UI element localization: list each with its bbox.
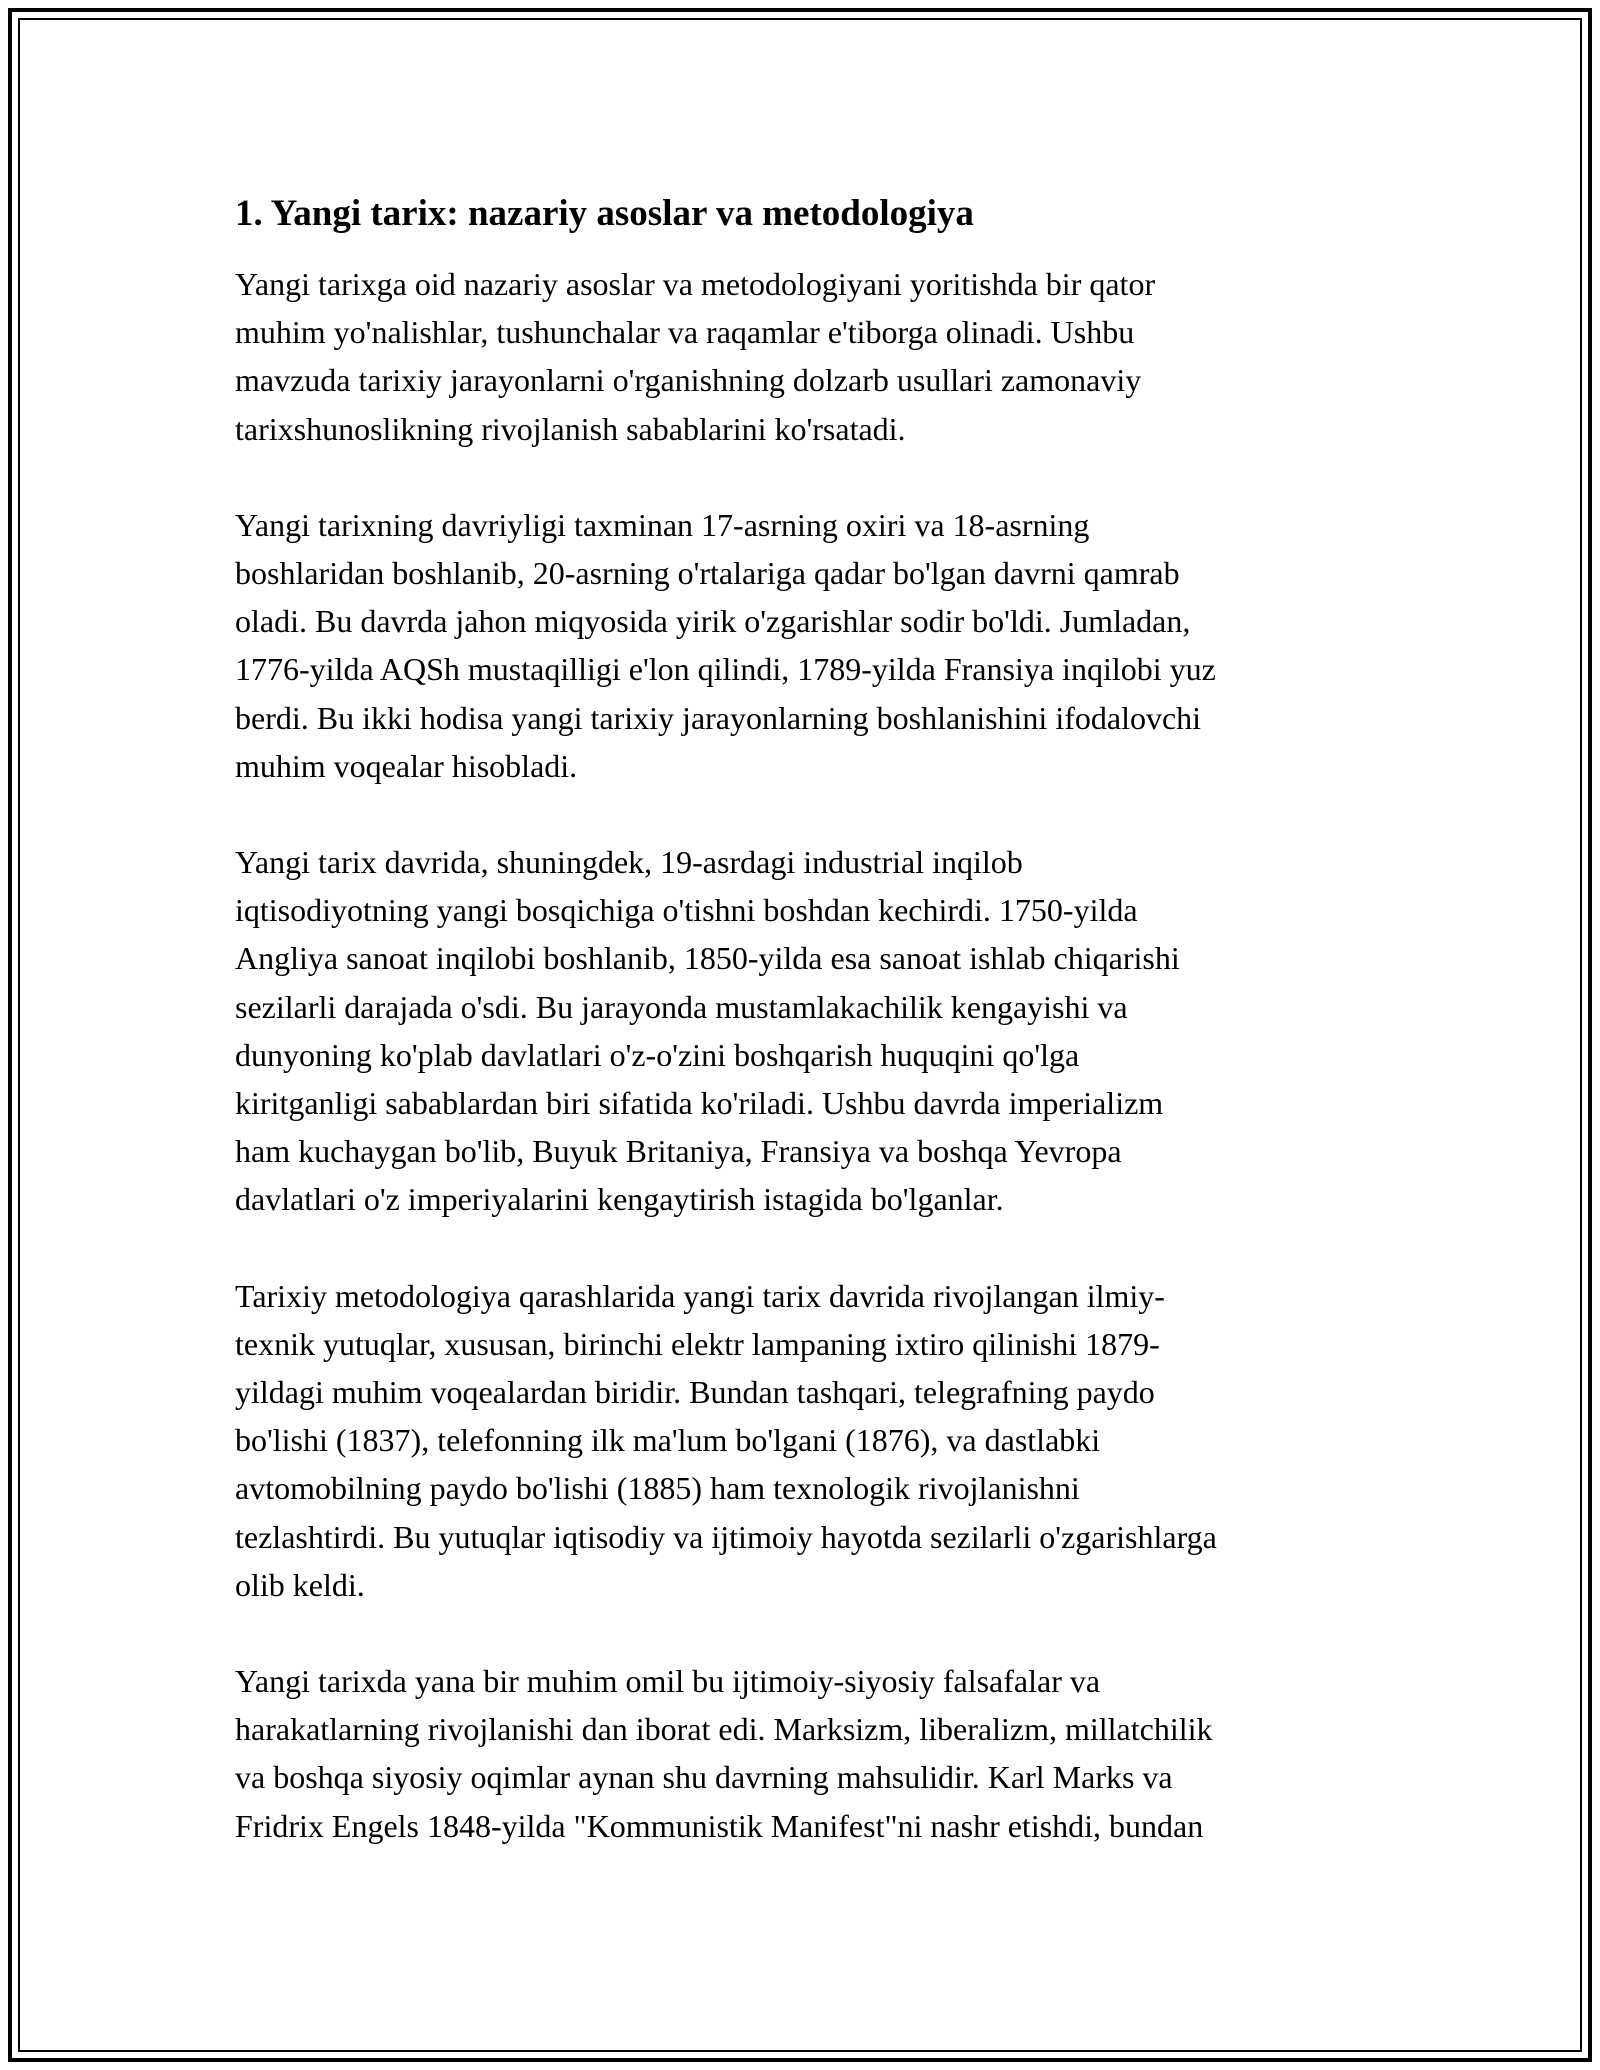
text-line: dunyoning ko'plab davlatlari o'z-o'zini boshqarish huquqini qo'lga <box>235 1036 1080 1073</box>
text-line: Angliya sanoat inqilobi boshlanib, 1850-yilda esa sanoat ishlab chiqarishi <box>235 940 1180 977</box>
text-line: iqtisodiyotning yangi bosqichiga o'tishni boshdan kechirdi. 1750-yilda <box>235 892 1138 929</box>
text-line: boshlaridan boshlanib, 20-asrning o'rtalariga qadar bo'lgan davrni qamrab <box>235 555 1180 592</box>
text-line: va boshqa siyosiy oqimlar aynan shu davrning mahsulidir. Karl Marks va <box>235 1759 1173 1796</box>
text-line: oladi. Bu davrda jahon miqyosida yirik o'zgarishlar sodir bo'ldi. Jumladan, <box>235 603 1191 640</box>
text-line: Yangi tarixda yana bir muhim omil bu ijtimoiy-siyosiy falsafalar va <box>235 1663 1101 1700</box>
paragraph-intro <box>235 260 1365 453</box>
text-line: olib keldi. <box>235 1566 365 1603</box>
text-line: Tarixiy metodologiya qarashlarida yangi tarix davrida rivojlangan ilmiy- <box>235 1277 1165 1314</box>
text-line: davlatlari o'z imperiyalarini kengaytirish istagida bo'lganlar. <box>235 1181 1004 1218</box>
text-line: avtomobilning paydo bo'lishi (1885) ham texnologik rivojlanishni <box>235 1470 1080 1507</box>
paragraph-periodization <box>235 501 1365 790</box>
text-line: sezilarli darajada o'sdi. Bu jarayonda mustamlakachilik kengayishi va <box>235 988 1128 1025</box>
paragraph-political-philosophies <box>235 1657 1365 1850</box>
text-line: Yangi tarix davrida, shuningdek, 19-asrdagi industrial inqilob <box>235 844 1023 881</box>
text-line: mavzuda tarixiy jarayonlarni o'rganishning dolzarb usullari zamonaviy <box>235 362 1142 399</box>
text-line: Yangi tarixga oid nazariy asoslar va metodologiyani yoritishda bir qator <box>235 266 1156 302</box>
text-line: Yangi tarixning davriyligi taxminan 17-asrning oxiri va 18-asrning <box>235 506 1090 543</box>
text-line: tarixshunoslikning rivojlanish sabablarini ko'rsatadi. <box>235 410 906 447</box>
section-heading: 1. Yangi tarix: nazariy asoslar va metodologiya <box>235 193 974 234</box>
document-body <box>235 190 1365 1898</box>
text-line: harakatlarning rivojlanishi dan iborat edi. Marksizm, liberalizm, millatchilik <box>235 1711 1213 1748</box>
text-line: kiritganligi sabablardan biri sifatida ko'riladi. Ushbu davrda imperializm <box>235 1085 1164 1122</box>
text-line: ham kuchaygan bo'lib, Buyuk Britaniya, Fransiya va boshqa Yevropa <box>235 1133 1122 1170</box>
text-line: Fridrix Engels 1848-yilda "Kommunistik Manifest"ni nashr etishdi, bundan <box>235 1807 1204 1844</box>
text-line: texnik yutuqlar, xususan, birinchi elektr lampaning ixtiro qilinishi 1879- <box>235 1325 1160 1362</box>
text-line: 1776-yilda AQSh mustaqilligi e'lon qilindi, 1789-yilda Fransiya inqilobi yuz <box>235 651 1216 688</box>
paragraph-industrial-revolution <box>235 838 1365 1224</box>
text-line: tezlashtirdi. Bu yutuqlar iqtisodiy va ijtimoiy hayotda sezilarli o'zgarishlarga <box>235 1518 1217 1555</box>
text-line: muhim voqealar hisobladi. <box>235 747 578 784</box>
text-line: berdi. Bu ikki hodisa yangi tarixiy jarayonlarning boshlanishini ifodalovchi <box>235 699 1202 736</box>
text-line: muhim yo'nalishlar, tushunchalar va raqamlar e'tiborga olinadi. Ushbu <box>235 314 1135 351</box>
text-line: yildagi muhim voqealardan biridir. Bundan tashqari, telegrafning paydo <box>235 1374 1155 1411</box>
paragraph-technology <box>235 1272 1365 1609</box>
text-line: bo'lishi (1837), telefonning ilk ma'lum bo'lgani (1876), va dastlabki <box>235 1422 1101 1459</box>
